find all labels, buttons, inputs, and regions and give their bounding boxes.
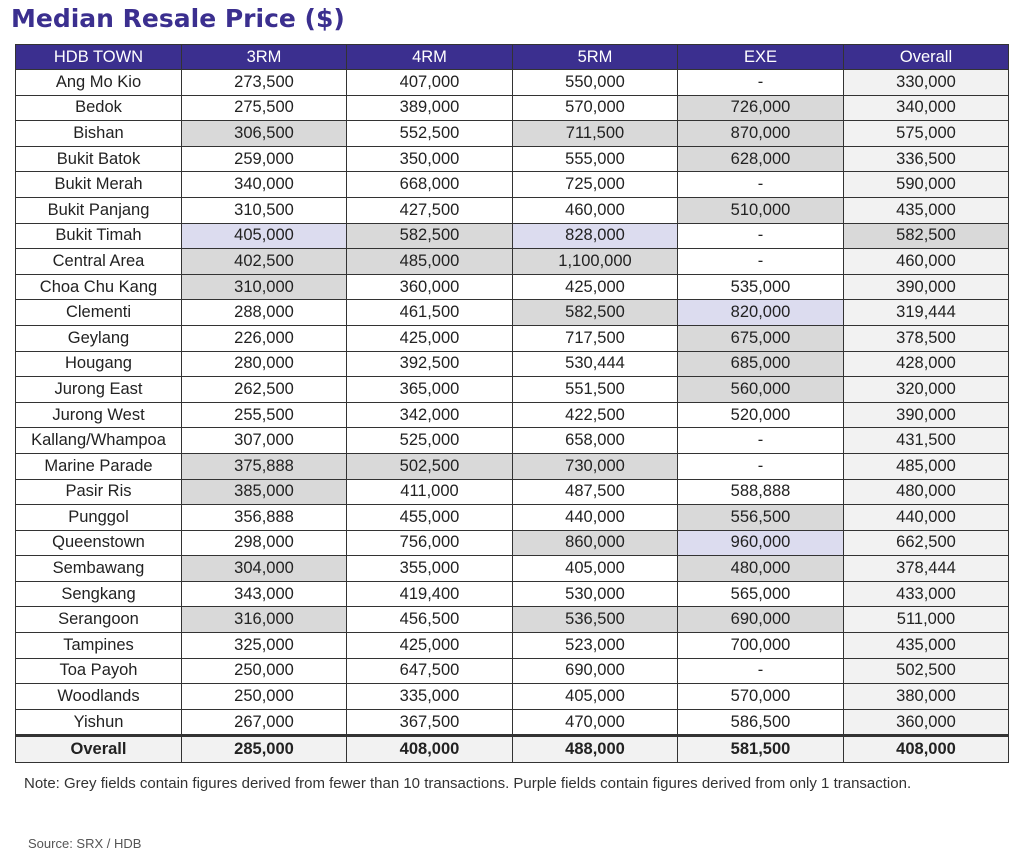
cell-overall: 590,000 <box>844 172 1009 198</box>
table-row <box>16 556 1009 582</box>
cell-town: Clementi <box>16 300 182 326</box>
cell-4rm: 647,500 <box>347 658 513 684</box>
cell-3rm: 285,000 <box>182 736 347 763</box>
cell-overall: 320,000 <box>844 377 1009 403</box>
cell-town: Jurong East <box>16 377 182 403</box>
table-row <box>16 530 1009 556</box>
table-row <box>16 607 1009 633</box>
cell-exe: 960,000 <box>678 530 844 556</box>
cell-4rm: 365,000 <box>347 377 513 403</box>
cell-5rm: 551,500 <box>513 377 678 403</box>
table-row <box>16 300 1009 326</box>
cell-exe: - <box>678 70 844 96</box>
cell-4rm: 335,000 <box>347 684 513 710</box>
cell-overall: 460,000 <box>844 249 1009 275</box>
cell-4rm: 485,000 <box>347 249 513 275</box>
cell-5rm: 582,500 <box>513 300 678 326</box>
cell-overall: 378,444 <box>844 556 1009 582</box>
cell-3rm: 304,000 <box>182 556 347 582</box>
cell-exe: 535,000 <box>678 274 844 300</box>
cell-town: Toa Payoh <box>16 658 182 684</box>
table-row <box>16 121 1009 147</box>
cell-3rm: 405,000 <box>182 223 347 249</box>
cell-4rm: 342,000 <box>347 402 513 428</box>
cell-overall: 485,000 <box>844 453 1009 479</box>
column-header-overall: Overall <box>844 45 1009 70</box>
table-row <box>16 658 1009 684</box>
resale-price-table <box>15 44 1009 763</box>
table-row <box>16 172 1009 198</box>
cell-3rm: 306,500 <box>182 121 347 147</box>
table-row <box>16 70 1009 96</box>
cell-town: Punggol <box>16 505 182 531</box>
cell-overall: 360,000 <box>844 709 1009 736</box>
cell-3rm: 262,500 <box>182 377 347 403</box>
cell-4rm: 360,000 <box>347 274 513 300</box>
cell-4rm: 419,400 <box>347 581 513 607</box>
cell-3rm: 340,000 <box>182 172 347 198</box>
cell-3rm: 316,000 <box>182 607 347 633</box>
cell-4rm: 427,500 <box>347 197 513 223</box>
cell-town: Sengkang <box>16 581 182 607</box>
cell-5rm: 1,100,000 <box>513 249 678 275</box>
table-row <box>16 709 1009 736</box>
cell-5rm: 658,000 <box>513 428 678 454</box>
cell-town: Tampines <box>16 633 182 659</box>
cell-exe: - <box>678 453 844 479</box>
cell-exe: - <box>678 658 844 684</box>
cell-4rm: 525,000 <box>347 428 513 454</box>
cell-town: Serangoon <box>16 607 182 633</box>
cell-town: Overall <box>16 736 182 763</box>
cell-3rm: 250,000 <box>182 658 347 684</box>
cell-4rm: 367,500 <box>347 709 513 736</box>
cell-exe: 870,000 <box>678 121 844 147</box>
cell-3rm: 273,500 <box>182 70 347 96</box>
cell-overall: 440,000 <box>844 505 1009 531</box>
cell-4rm: 502,500 <box>347 453 513 479</box>
cell-5rm: 422,500 <box>513 402 678 428</box>
cell-4rm: 756,000 <box>347 530 513 556</box>
cell-5rm: 405,000 <box>513 556 678 582</box>
cell-3rm: 259,000 <box>182 146 347 172</box>
cell-overall: 319,444 <box>844 300 1009 326</box>
cell-5rm: 460,000 <box>513 197 678 223</box>
cell-overall: 502,500 <box>844 658 1009 684</box>
cell-town: Hougang <box>16 351 182 377</box>
column-header-exe: EXE <box>678 45 844 70</box>
cell-3rm: 267,000 <box>182 709 347 736</box>
cell-3rm: 310,000 <box>182 274 347 300</box>
cell-town: Bukit Timah <box>16 223 182 249</box>
cell-overall: 662,500 <box>844 530 1009 556</box>
cell-exe: 628,000 <box>678 146 844 172</box>
column-header-4rm: 4RM <box>347 45 513 70</box>
cell-3rm: 280,000 <box>182 351 347 377</box>
cell-town: Woodlands <box>16 684 182 710</box>
cell-3rm: 356,888 <box>182 505 347 531</box>
cell-3rm: 402,500 <box>182 249 347 275</box>
cell-3rm: 298,000 <box>182 530 347 556</box>
cell-town: Central Area <box>16 249 182 275</box>
cell-3rm: 275,500 <box>182 95 347 121</box>
cell-5rm: 405,000 <box>513 684 678 710</box>
cell-5rm: 550,000 <box>513 70 678 96</box>
cell-5rm: 425,000 <box>513 274 678 300</box>
cell-5rm: 730,000 <box>513 453 678 479</box>
cell-overall: 330,000 <box>844 70 1009 96</box>
cell-overall: 433,000 <box>844 581 1009 607</box>
cell-exe: 520,000 <box>678 402 844 428</box>
table-row <box>16 274 1009 300</box>
cell-exe: - <box>678 172 844 198</box>
cell-overall: 408,000 <box>844 736 1009 763</box>
table-row <box>16 351 1009 377</box>
cell-exe: 588,888 <box>678 479 844 505</box>
cell-exe: - <box>678 223 844 249</box>
cell-5rm: 440,000 <box>513 505 678 531</box>
cell-4rm: 392,500 <box>347 351 513 377</box>
table-row <box>16 684 1009 710</box>
cell-overall: 582,500 <box>844 223 1009 249</box>
cell-3rm: 226,000 <box>182 325 347 351</box>
cell-town: Bukit Panjang <box>16 197 182 223</box>
cell-4rm: 582,500 <box>347 223 513 249</box>
cell-3rm: 343,000 <box>182 581 347 607</box>
cell-exe: 726,000 <box>678 95 844 121</box>
cell-overall: 435,000 <box>844 197 1009 223</box>
cell-4rm: 668,000 <box>347 172 513 198</box>
table-row <box>16 146 1009 172</box>
cell-5rm: 536,500 <box>513 607 678 633</box>
cell-5rm: 555,000 <box>513 146 678 172</box>
cell-4rm: 455,000 <box>347 505 513 531</box>
cell-3rm: 307,000 <box>182 428 347 454</box>
cell-overall: 431,500 <box>844 428 1009 454</box>
table-body <box>16 70 1009 763</box>
page-title: Median Resale Price ($) <box>11 4 345 33</box>
cell-town: Jurong West <box>16 402 182 428</box>
cell-4rm: 425,000 <box>347 633 513 659</box>
cell-5rm: 530,444 <box>513 351 678 377</box>
cell-town: Sembawang <box>16 556 182 582</box>
cell-town: Queenstown <box>16 530 182 556</box>
table-row <box>16 453 1009 479</box>
cell-overall: 380,000 <box>844 684 1009 710</box>
cell-5rm: 570,000 <box>513 95 678 121</box>
cell-town: Yishun <box>16 709 182 736</box>
cell-5rm: 690,000 <box>513 658 678 684</box>
source-credit: Source: SRX / HDB <box>28 836 142 851</box>
cell-exe: 690,000 <box>678 607 844 633</box>
table-row <box>16 505 1009 531</box>
cell-5rm: 711,500 <box>513 121 678 147</box>
table-row <box>16 95 1009 121</box>
cell-exe: 480,000 <box>678 556 844 582</box>
cell-exe: 560,000 <box>678 377 844 403</box>
table-row <box>16 197 1009 223</box>
cell-3rm: 375,888 <box>182 453 347 479</box>
table-row <box>16 249 1009 275</box>
cell-overall: 575,000 <box>844 121 1009 147</box>
cell-4rm: 425,000 <box>347 325 513 351</box>
table-row <box>16 377 1009 403</box>
cell-overall: 480,000 <box>844 479 1009 505</box>
cell-town: Bukit Merah <box>16 172 182 198</box>
table-row <box>16 479 1009 505</box>
cell-town: Bishan <box>16 121 182 147</box>
cell-overall: 435,000 <box>844 633 1009 659</box>
cell-exe: 581,500 <box>678 736 844 763</box>
cell-exe: 820,000 <box>678 300 844 326</box>
cell-4rm: 456,500 <box>347 607 513 633</box>
cell-town: Geylang <box>16 325 182 351</box>
cell-4rm: 411,000 <box>347 479 513 505</box>
cell-4rm: 407,000 <box>347 70 513 96</box>
table-row <box>16 325 1009 351</box>
cell-5rm: 717,500 <box>513 325 678 351</box>
cell-town: Bukit Batok <box>16 146 182 172</box>
cell-exe: 586,500 <box>678 709 844 736</box>
cell-3rm: 325,000 <box>182 633 347 659</box>
table-total-row <box>16 736 1009 763</box>
column-header-town: HDB TOWN <box>16 45 182 70</box>
cell-overall: 340,000 <box>844 95 1009 121</box>
cell-3rm: 310,500 <box>182 197 347 223</box>
cell-exe: 570,000 <box>678 684 844 710</box>
cell-4rm: 408,000 <box>347 736 513 763</box>
cell-exe: 685,000 <box>678 351 844 377</box>
cell-overall: 390,000 <box>844 274 1009 300</box>
table-row <box>16 428 1009 454</box>
cell-5rm: 530,000 <box>513 581 678 607</box>
cell-exe: 700,000 <box>678 633 844 659</box>
cell-exe: 556,500 <box>678 505 844 531</box>
footnote: Note: Grey fields contain figures derived from fewer than 10 transactions. Purple fields contain figures derived from only 1 transaction. <box>24 775 912 792</box>
cell-overall: 428,000 <box>844 351 1009 377</box>
cell-4rm: 389,000 <box>347 95 513 121</box>
cell-3rm: 250,000 <box>182 684 347 710</box>
table-row <box>16 581 1009 607</box>
cell-4rm: 350,000 <box>347 146 513 172</box>
cell-town: Pasir Ris <box>16 479 182 505</box>
cell-town: Kallang/Whampoa <box>16 428 182 454</box>
cell-exe: 675,000 <box>678 325 844 351</box>
cell-exe: - <box>678 249 844 275</box>
table-header-row <box>16 45 1009 70</box>
cell-5rm: 488,000 <box>513 736 678 763</box>
cell-exe: 565,000 <box>678 581 844 607</box>
cell-overall: 378,500 <box>844 325 1009 351</box>
cell-4rm: 461,500 <box>347 300 513 326</box>
column-header-5rm: 5RM <box>513 45 678 70</box>
cell-5rm: 725,000 <box>513 172 678 198</box>
cell-5rm: 523,000 <box>513 633 678 659</box>
cell-3rm: 385,000 <box>182 479 347 505</box>
cell-3rm: 255,500 <box>182 402 347 428</box>
cell-town: Ang Mo Kio <box>16 70 182 96</box>
cell-overall: 336,500 <box>844 146 1009 172</box>
cell-town: Choa Chu Kang <box>16 274 182 300</box>
cell-3rm: 288,000 <box>182 300 347 326</box>
cell-4rm: 355,000 <box>347 556 513 582</box>
cell-overall: 390,000 <box>844 402 1009 428</box>
table-row <box>16 402 1009 428</box>
cell-5rm: 828,000 <box>513 223 678 249</box>
cell-exe: 510,000 <box>678 197 844 223</box>
cell-overall: 511,000 <box>844 607 1009 633</box>
cell-5rm: 487,500 <box>513 479 678 505</box>
cell-exe: - <box>678 428 844 454</box>
cell-town: Marine Parade <box>16 453 182 479</box>
table-row <box>16 223 1009 249</box>
cell-5rm: 470,000 <box>513 709 678 736</box>
table-row <box>16 633 1009 659</box>
cell-5rm: 860,000 <box>513 530 678 556</box>
cell-4rm: 552,500 <box>347 121 513 147</box>
cell-town: Bedok <box>16 95 182 121</box>
column-header-3rm: 3RM <box>182 45 347 70</box>
